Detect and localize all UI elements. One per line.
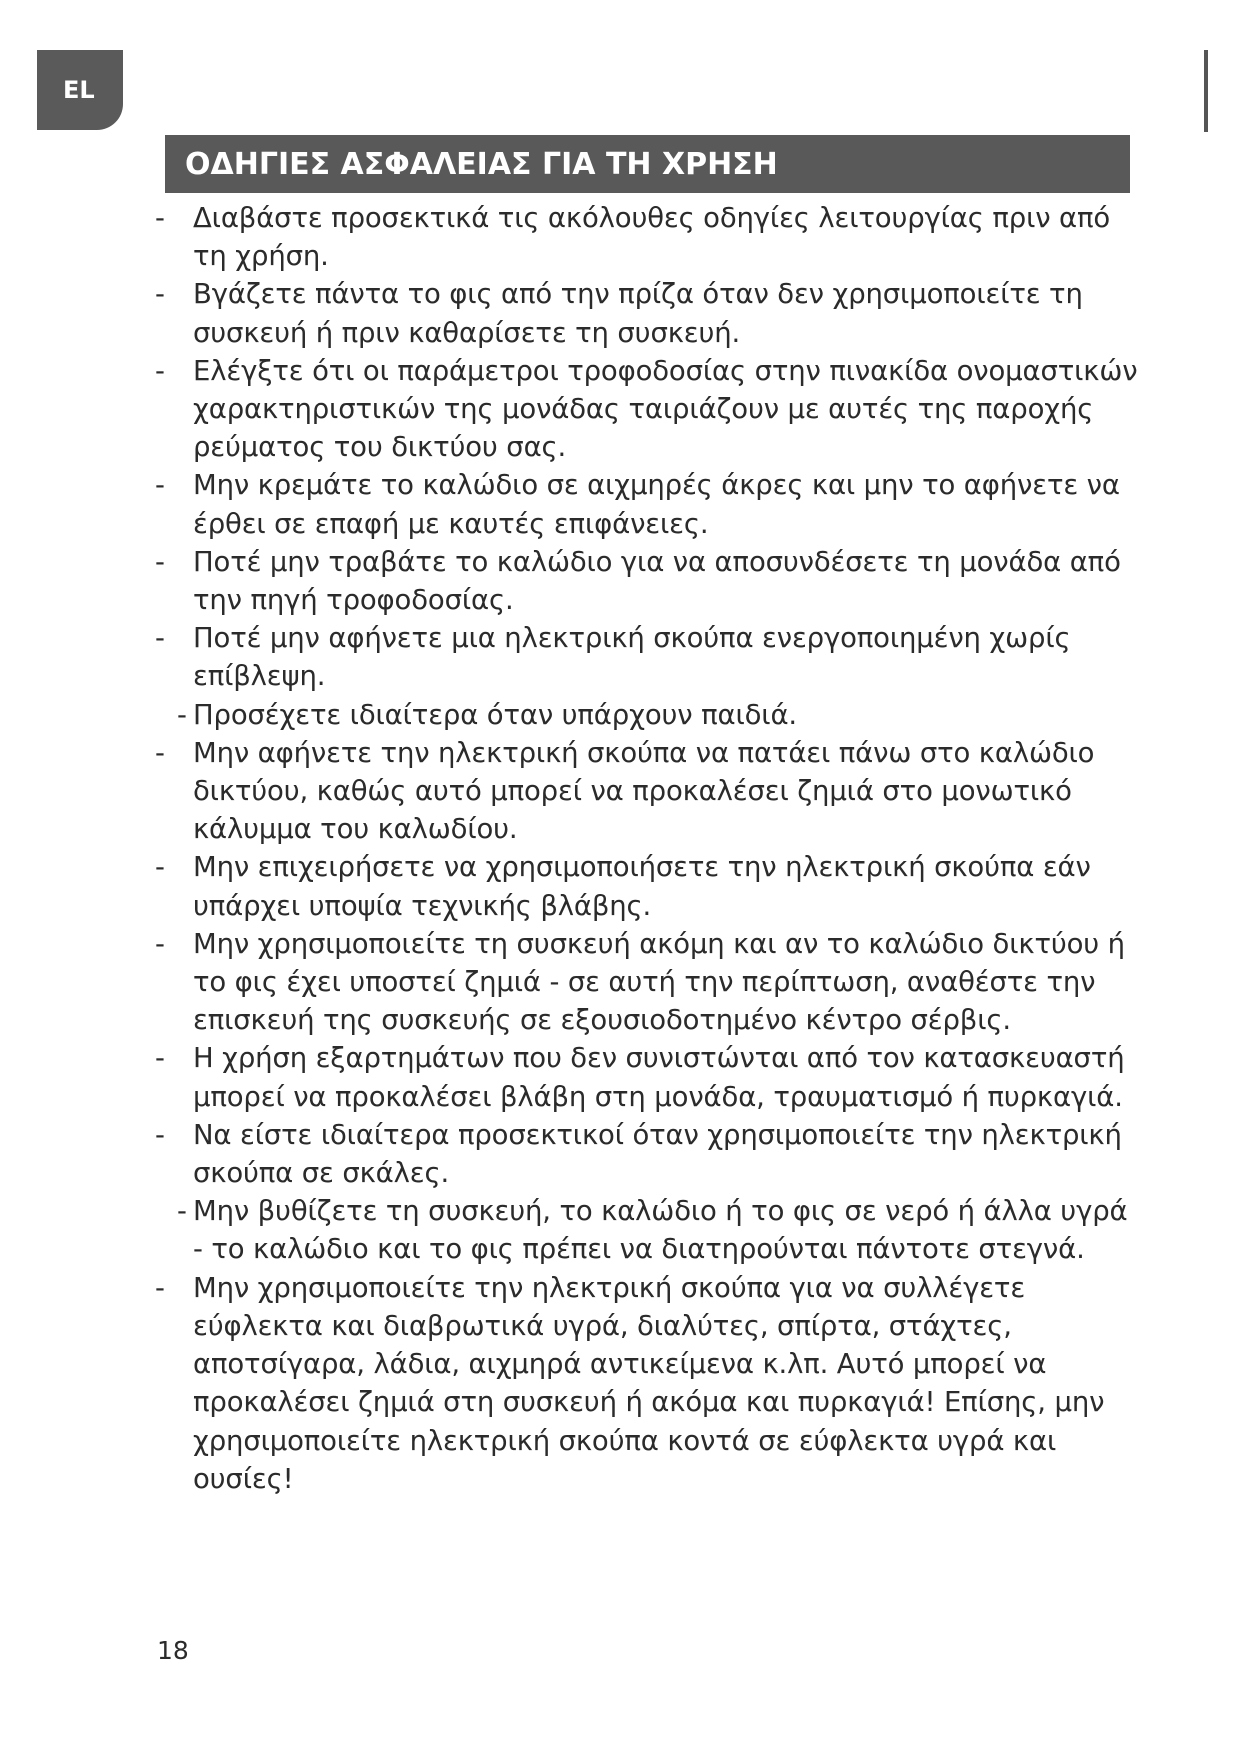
- language-tab: [37, 50, 123, 130]
- list-dash: -: [155, 545, 165, 578]
- list-dash: -: [155, 469, 165, 502]
- list-item: [155, 925, 1145, 1040]
- list-item-text: Μην κρεμάτε το καλώδιο σε αιχμηρές άκρες και μην το αφήνετε να έρθει σε επαφή με καυτές επιφάνειες.: [193, 469, 1120, 540]
- list-item: [155, 466, 1145, 542]
- list-dash: -: [155, 736, 165, 769]
- list-dash: -: [155, 278, 165, 311]
- list-item: [155, 543, 1145, 619]
- list-item: [155, 1269, 1145, 1498]
- safety-instructions-list: [155, 199, 1145, 1498]
- list-dash: -: [155, 354, 165, 387]
- list-item-text: Διαβάστε προσεκτικά τις ακόλουθες οδηγίες λειτουργίας πριν από τη χρήση.: [193, 202, 1111, 273]
- list-dash: -: [155, 622, 165, 655]
- list-item-text: Μην επιχειρήσετε να χρησιμοποιήσετε την ηλεκτρική σκούπα εάν υπάρχει υποψία τεχνικής βλάβης.: [193, 851, 1091, 922]
- list-dash: -: [155, 927, 165, 960]
- list-item-text: Βγάζετε πάντα το φις από την πρίζα όταν δεν χρησιμοποιείτε τη συσκευή ή πριν καθαρίσετε τη συσκευή.: [193, 278, 1083, 349]
- list-item-text: Να είστε ιδιαίτερα προσεκτικοί όταν χρησιμοποιείτε την ηλεκτρική σκούπα σε σκάλες.: [193, 1118, 1122, 1190]
- page-edge-marker: [1204, 50, 1208, 132]
- list-dash: -: [155, 1042, 165, 1075]
- list-dash: -: [177, 1195, 187, 1228]
- list-dash: -: [155, 851, 165, 884]
- list-item: [155, 1116, 1145, 1192]
- list-item: [155, 352, 1145, 467]
- section-title: ΟΔΗΓΙΕΣ ΑΣΦΑΛΕΙΑΣ ΓΙΑ ΤΗ ΧΡΗΣΗ: [185, 146, 778, 182]
- list-item: [155, 1039, 1145, 1115]
- list-item: [155, 848, 1145, 924]
- list-item-text: Μην χρησιμοποιείτε τη συσκευή ακόμη και αν το καλώδιο δικτύου ή το φις έχει υποστεί ζημιά - σε αυτή την περίπτωση, αναθέστε την επισκευή της συσκευής σε εξουσιοδοτημένο κέντρο σέρβις.: [193, 927, 1125, 1037]
- list-dash: -: [155, 1118, 165, 1151]
- list-item: [155, 696, 1145, 734]
- section-header: [165, 135, 1130, 193]
- list-item: [155, 734, 1145, 849]
- page-number: 18: [157, 1636, 189, 1665]
- list-item-text: Προσέχετε ιδιαίτερα όταν υπάρχουν παιδιά.: [193, 698, 798, 731]
- list-item: [155, 199, 1145, 275]
- list-item-text: Ποτέ μην τραβάτε το καλώδιο για να αποσυνδέσετε τη μονάδα από την πηγή τροφοδοσίας.: [193, 545, 1121, 617]
- list-item-text: Μην αφήνετε την ηλεκτρική σκούπα να πατάει πάνω στο καλώδιο δικτύου, καθώς αυτό μπορεί να προκαλέσει ζημιά στο μονωτικό κάλυμμα του καλωδίου.: [193, 736, 1095, 846]
- list-dash: -: [155, 202, 165, 234]
- list-item: [155, 275, 1145, 351]
- list-dash: -: [155, 1271, 165, 1304]
- list-item-text: Μην χρησιμοποιείτε την ηλεκτρική σκούπα για να συλλέγετε εύφλεκτα και διαβρωτικά υγρά, διαλύτες, σπίρτα, στάχτες, αποτσίγαρα, λάδια, αιχμηρά αντικείμενα κ.λπ. Αυτό μπορεί να προκαλέσει ζημιά στη συσκευή ή ακόμα και πυρκαγιά! Επίσης, μην χρησιμοποιείτε ηλεκτρική σκούπα κοντά σε εύφλεκτα υγρά και ουσίες!: [193, 1271, 1105, 1495]
- list-item-text: Η χρήση εξαρτημάτων που δεν συνιστώνται από τον κατασκευαστή μπορεί να προκαλέσει βλάβη στη μονάδα, τραυματισμό ή πυρκαγιά.: [193, 1042, 1125, 1113]
- list-item: [155, 1192, 1145, 1268]
- language-tab-label: EL: [63, 76, 95, 104]
- list-item-text: Μην βυθίζετε τη συσκευή, το καλώδιο ή το φις σε νερό ή άλλα υγρά - το καλώδιο και το φις πρέπει να διατηρούνται πάντοτε στεγνά.: [193, 1195, 1128, 1266]
- list-dash: -: [177, 698, 187, 731]
- list-item-text: Ποτέ μην αφήνετε μια ηλεκτρική σκούπα ενεργοποιημένη χωρίς επίβλεψη.: [193, 622, 1071, 693]
- list-item-text: Ελέγξτε ότι οι παράμετροι τροφοδοσίας στην πινακίδα ονομαστικών χαρακτηριστικών της μονάδας ταιριάζουν με αυτές της παροχής ρεύματος του δικτύου σας.: [193, 354, 1138, 464]
- list-item: [155, 619, 1145, 695]
